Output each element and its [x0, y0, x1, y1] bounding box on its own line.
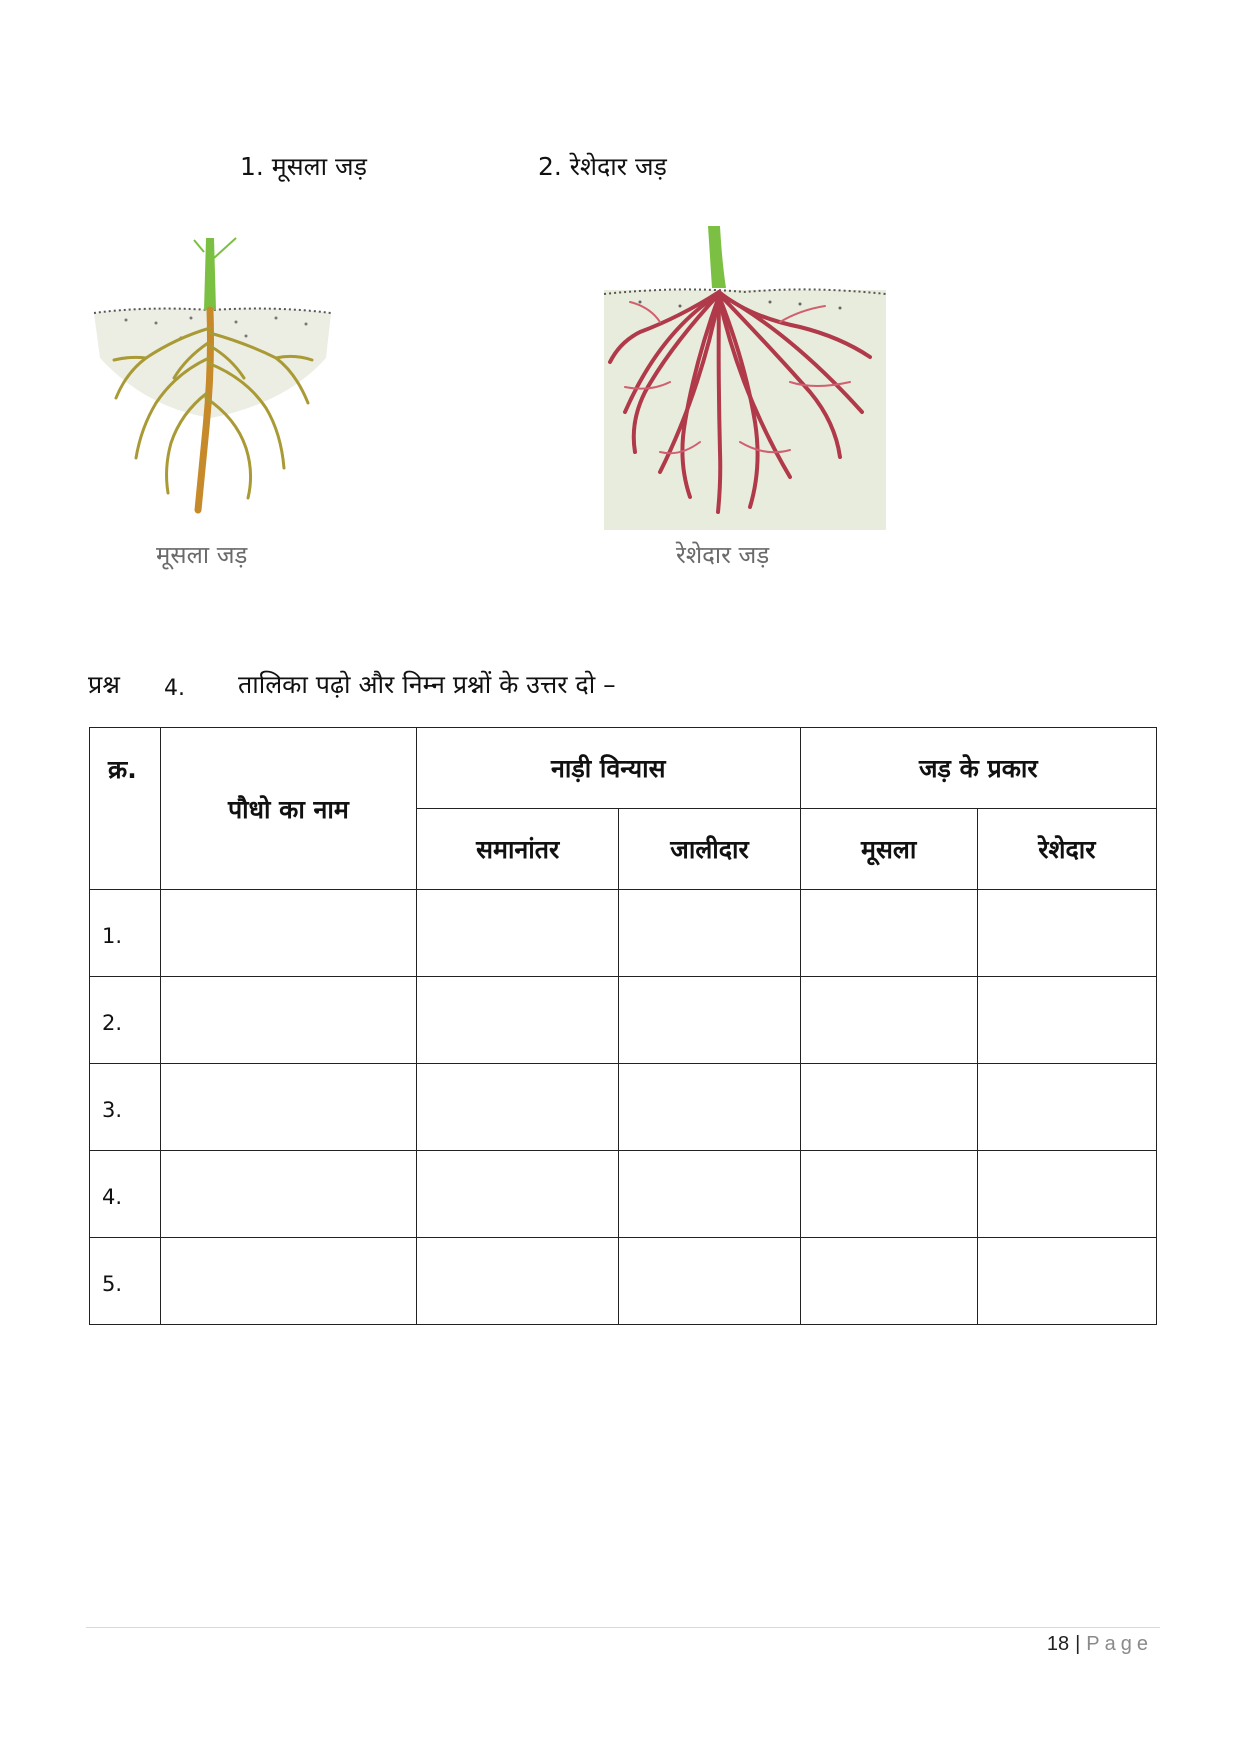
- answer-table: [89, 727, 1157, 1325]
- fibrous-root-caption: रेशेदार जड़: [676, 541, 770, 569]
- table-row: [90, 1064, 1157, 1151]
- fibrous-cell[interactable]: [977, 977, 1156, 1064]
- venation-header: नाड़ी विन्यास: [416, 728, 800, 809]
- page-number: 18: [1046, 1633, 1070, 1655]
- reticulate-cell[interactable]: [619, 1238, 800, 1325]
- table-row: [90, 1151, 1157, 1238]
- taproot-heading: 1. मूसला जड़: [240, 152, 367, 181]
- taproot-cell[interactable]: [800, 1151, 977, 1238]
- taproot-cell[interactable]: [800, 977, 977, 1064]
- row-serial-number: 5.: [90, 1238, 161, 1325]
- reticulate-cell[interactable]: [619, 1064, 800, 1151]
- root-type-header: जड़ के प्रकार: [800, 728, 1156, 809]
- reticulate-cell[interactable]: [619, 977, 800, 1064]
- plant-name-cell[interactable]: [160, 1151, 416, 1238]
- fibrous-cell[interactable]: [977, 1238, 1156, 1325]
- question-text: तालिका पढ़ो और निम्न प्रश्नों के उत्तर दो –: [238, 670, 616, 699]
- taproot-cell[interactable]: [800, 1064, 977, 1151]
- taproot-figure: [86, 228, 336, 518]
- plant-name-header: पौधो का नाम: [160, 728, 416, 890]
- plant-name-cell[interactable]: [160, 1238, 416, 1325]
- table-header-row: [90, 728, 1157, 809]
- taproot-icon: [86, 228, 336, 518]
- table-row: [90, 1238, 1157, 1325]
- page-footer: [1047, 1633, 1153, 1656]
- taproot-caption: मूसला जड़: [156, 541, 248, 569]
- plant-name-cell[interactable]: [160, 1064, 416, 1151]
- reticulate-cell[interactable]: [619, 890, 800, 977]
- parallel-cell[interactable]: [416, 977, 618, 1064]
- table-row: [90, 977, 1157, 1064]
- parallel-venation-header: समानांतर: [416, 809, 618, 890]
- fibrous-cell[interactable]: [977, 890, 1156, 977]
- parallel-cell[interactable]: [416, 890, 618, 977]
- plant-name-cell[interactable]: [160, 890, 416, 977]
- row-serial-number: 3.: [90, 1064, 161, 1151]
- footer-divider: [86, 1627, 1160, 1628]
- question-number: 4.: [164, 676, 185, 701]
- reticulate-cell[interactable]: [619, 1151, 800, 1238]
- reticulate-venation-header: जालीदार: [619, 809, 800, 890]
- fibrous-root-figure: [600, 222, 890, 532]
- taproot-cell[interactable]: [800, 1238, 977, 1325]
- fibrous-cell[interactable]: [977, 1151, 1156, 1238]
- row-serial-number: 2.: [90, 977, 161, 1064]
- table-row: [90, 890, 1157, 977]
- taproot-cell[interactable]: [800, 890, 977, 977]
- plant-name-cell[interactable]: [160, 977, 416, 1064]
- taproot-header: मूसला: [800, 809, 977, 890]
- serial-number-header: क्र.: [90, 728, 161, 890]
- parallel-cell[interactable]: [416, 1151, 618, 1238]
- row-serial-number: 1.: [90, 890, 161, 977]
- page-label: Page: [1086, 1633, 1153, 1655]
- row-serial-number: 4.: [90, 1151, 161, 1238]
- fibrous-cell[interactable]: [977, 1064, 1156, 1151]
- footer-separator: |: [1075, 1633, 1081, 1655]
- parallel-cell[interactable]: [416, 1064, 618, 1151]
- fibrous-root-heading: 2. रेशेदार जड़: [538, 152, 667, 181]
- fibrous-root-icon: [600, 222, 890, 532]
- fibrous-root-header: रेशेदार: [977, 809, 1156, 890]
- parallel-cell[interactable]: [416, 1238, 618, 1325]
- question-word: प्रश्न: [88, 670, 120, 699]
